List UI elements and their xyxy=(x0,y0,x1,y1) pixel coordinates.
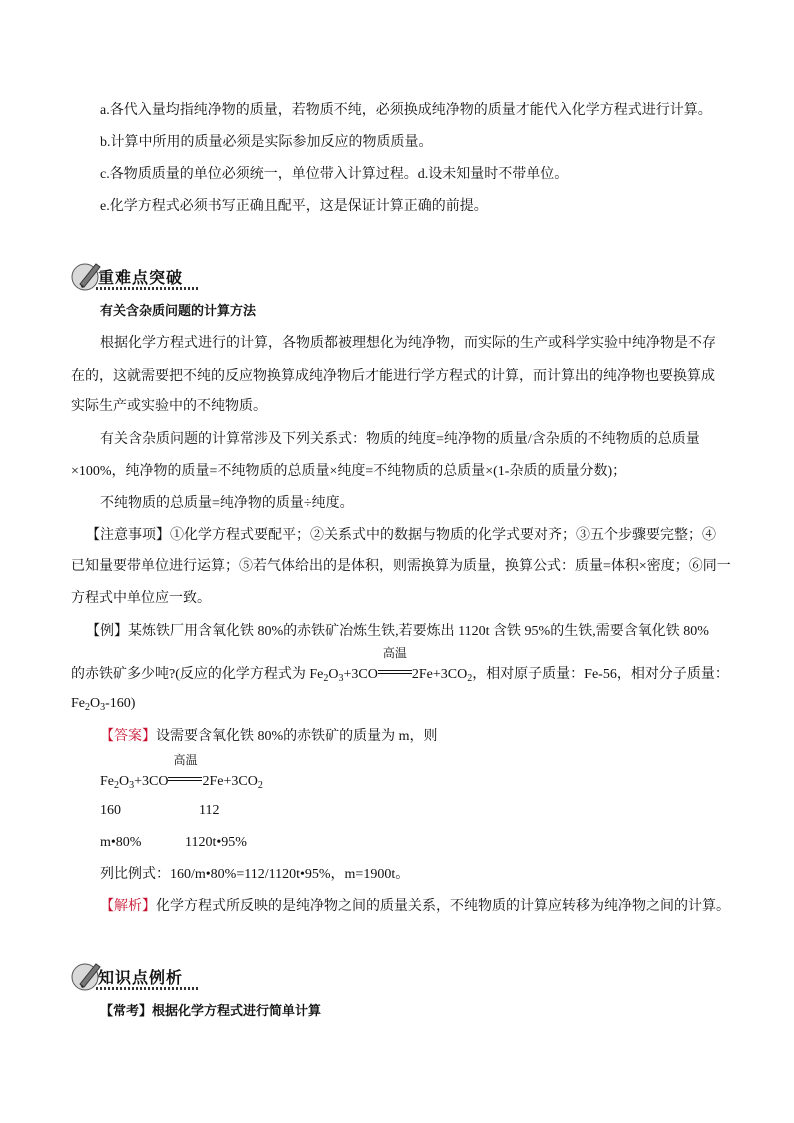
note-b: b.计算中所用的质量必须是实际参加反应的物质质量。 xyxy=(100,135,433,150)
answer-line: 【答案】设需要含氧化铁 80%的赤铁矿的质量为 m，则 xyxy=(100,729,438,744)
answer-row2-a: m•80% xyxy=(100,835,142,850)
answer-row1-a: 160 xyxy=(100,803,121,818)
analysis-line: 【解析】化学方程式所反映的是纯净物之间的质量关系，不纯物质的计算应转移为纯净物之间的计算。 xyxy=(100,899,730,914)
example-line2: 的赤铁矿多少吨?(反应的化学方程式为 $Fe_2O_3+3CO$ 高温 $2Fe+3CO_2$，相对原子质量：Fe-56，相对分子质量： xyxy=(71,646,729,684)
para2-line1: 有关含杂质问题的计算常涉及下列关系式：物质的纯度=纯净物的质量/含杂质的不纯物质的总质量 xyxy=(100,432,700,447)
para3: 不纯物质的总质量=纯净物的质量÷纯度。 xyxy=(100,496,354,511)
note-c: c.各物质质量的单位必须统一，单位带入计算过程。d.设未知量时不带单位。 xyxy=(100,167,569,182)
reaction-condition: 高温 xyxy=(168,769,202,785)
section-divider xyxy=(96,987,200,990)
notice-line1: 【注意事项】①化学方程式要配平；②关系式中的数据与物质的化学式要对齐；③五个步骤要完整；④ xyxy=(86,528,716,543)
section-divider xyxy=(96,287,200,290)
answer-label: 【答案】 xyxy=(100,729,156,744)
analysis-label: 【解析】 xyxy=(100,899,156,914)
example-line3: $Fe_2O_3-160$) xyxy=(71,696,136,713)
answer-equation: $Fe_2O_3+3CO$ 高温 $2Fe+3CO_2$ xyxy=(100,753,263,791)
section2-subtitle: 【常考】根据化学方程式进行简单计算 xyxy=(100,1004,322,1019)
example-line1: 【例】某炼铁厂用含氧化铁 80%的赤铁矿冶炼生铁,若要炼出 1120t 含铁 95%的生铁,需要含氧化铁 80% xyxy=(86,624,709,639)
reaction-condition: 高温 xyxy=(378,662,412,678)
section-title: 重难点突破 xyxy=(98,268,184,287)
note-a: a.各代入量均指纯净物的质量，若物质不纯，必须换成纯净物的质量才能代入化学方程式进行计算。 xyxy=(100,103,712,118)
para1-line1: 根据化学方程式进行的计算，各物质都被理想化为纯净物，而实际的生产或科学实验中纯净物是不存 xyxy=(100,336,716,351)
answer-proportion: 列比例式：160/m•80%=112/1120t•95%，m=1900t。 xyxy=(100,867,410,882)
answer-row1-b: 112 xyxy=(199,803,220,818)
notice-line2: 已知量要带单位进行运算；⑤若气体给出的是体积，则需换算为质量，换算公式：质量=体积×密度；⑥同一 xyxy=(71,559,731,574)
para2-line2: ×100%，纯净物的质量=不纯物质的总质量×纯度=不纯物质的总质量×(1-杂质的质量分数)； xyxy=(71,464,627,479)
section-header-key-points xyxy=(70,258,200,292)
note-e: e.化学方程式必须书写正确且配平，这是保证计算正确的前提。 xyxy=(100,199,488,214)
para1-line3: 实际生产或实验中的不纯物质。 xyxy=(71,399,267,414)
answer-row2-b: 1120t•95% xyxy=(185,835,247,850)
section-header-knowledge xyxy=(70,958,200,992)
section-subtitle: 有关含杂质问题的计算方法 xyxy=(100,304,257,319)
para1-line2: 在的，这就需要把不纯的反应物换算成纯净物后才能进行学方程式的计算，而计算出的纯净物也要换算成 xyxy=(71,369,715,384)
notice-line3: 方程式中单位应一致。 xyxy=(71,591,211,606)
section-title: 知识点例析 xyxy=(98,968,184,987)
